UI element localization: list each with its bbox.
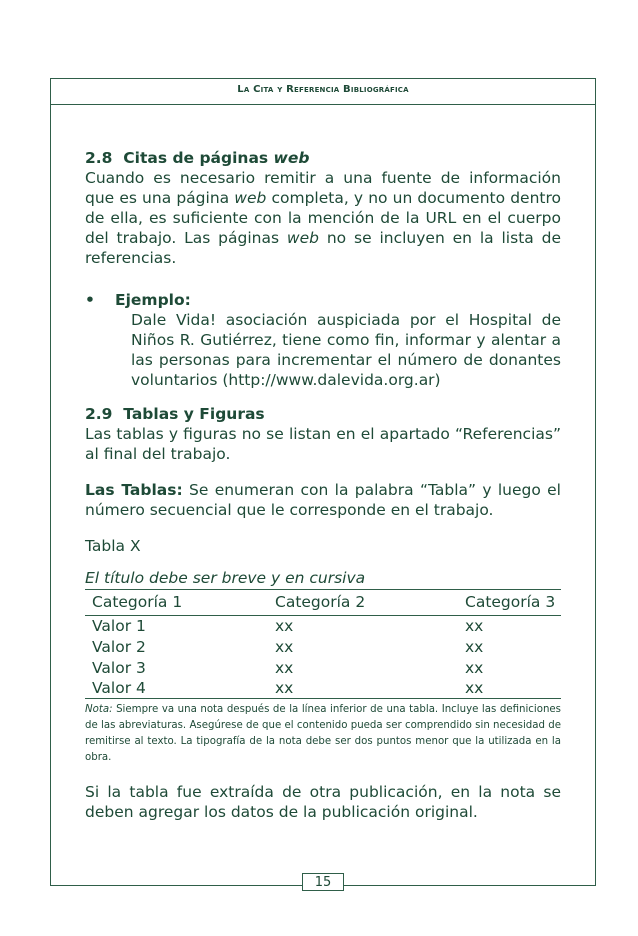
table-header-cell: Categoría 2 (268, 590, 458, 616)
table-cell: Valor 1 (92, 617, 146, 635)
table-cell: Valor 4 (85, 679, 268, 699)
table-header-row (85, 590, 561, 616)
table-cell: xx (465, 659, 484, 677)
section-2-8-web-1: web (234, 189, 267, 207)
section-2-8-title: Citas de páginas (123, 149, 269, 167)
section-2-8-paragraph (85, 168, 561, 268)
table-header-cell: Categoría 1 (85, 590, 268, 616)
table-number: Tabla X (85, 537, 141, 555)
section-2-8-title-italic: web (273, 149, 310, 167)
section-2-9-number: 2.9 (85, 405, 113, 423)
example-label: Ejemplo: (115, 291, 191, 309)
page-content (85, 148, 561, 822)
table-row (85, 679, 561, 699)
section-2-8-text-3: no se incluyen en la lista de referencias. (85, 229, 561, 267)
table-cell: Valor 3 (92, 659, 146, 677)
table-row (85, 637, 561, 658)
table-cell: xx (275, 638, 294, 656)
bullet-icon: • (85, 291, 95, 309)
header-rule (50, 104, 596, 105)
table-title: El título debe ser breve y en cursiva (85, 568, 561, 590)
tables-label: Las Tablas: (85, 481, 183, 499)
table-cell: xx (268, 679, 458, 699)
table-row (85, 616, 561, 638)
tables-paragraph (85, 480, 561, 520)
tables-text: Se enumeran con la palabra “Tabla” y luego el número secuencial que le corresponde en el trabajo. (85, 481, 561, 519)
example-table (85, 590, 561, 699)
example-text: Dale Vida! asociación auspiciada por el Hospital de Niños R. Gutiérrez, tiene como fin, informar y alentar a las personas para incrementar el número de donantes voluntarios (http://www.dalevida.org.ar) (131, 311, 561, 389)
page-number: 15 (302, 873, 344, 891)
table-cell: xx (275, 659, 294, 677)
table-note (85, 702, 561, 766)
section-2-8-heading (85, 148, 561, 168)
table-header-cell: Categoría 3 (458, 590, 561, 616)
closing-paragraph: Si la tabla fue extraída de otra publicación, en la nota se deben agregar los datos de la publicación original. (85, 783, 561, 821)
example-bullet (85, 290, 561, 310)
section-2-8-number: 2.8 (85, 149, 113, 167)
table-cell: xx (275, 617, 294, 635)
note-text: Siempre va una nota después de la línea inferior de una tabla. Incluye las definiciones de las abreviaturas. Asegúrese de que el contenido pueda ser comprendido sin necesidad de remitirse al texto. La tipografía de la nota debe ser dos puntos menor que la utilizada en la obra. (85, 704, 561, 763)
table-cell: xx (465, 617, 484, 635)
table-cell: Valor 2 (92, 638, 146, 656)
table-row (85, 658, 561, 679)
section-2-8-text-2: completa, y no un documento dentro de ella, es suficiente con la mención de la URL en el cuerpo del trabajo. Las páginas (85, 189, 562, 247)
section-2-8-web-2: web (286, 229, 319, 247)
note-label: Nota: (85, 704, 113, 715)
section-2-8-text-1: Cuando es necesario remitir a una fuente de información que es una página (85, 169, 561, 207)
table-cell: xx (465, 638, 484, 656)
section-2-9-paragraph: Las tablas y figuras no se listan en el apartado “Referencias” al final del trabajo. (85, 425, 561, 463)
section-2-9-heading (85, 404, 561, 424)
running-head: La Cita y Referencia Bibliográfica (237, 84, 409, 95)
table-cell: xx (458, 679, 561, 699)
section-2-9-title: Tablas y Figuras (123, 405, 265, 423)
